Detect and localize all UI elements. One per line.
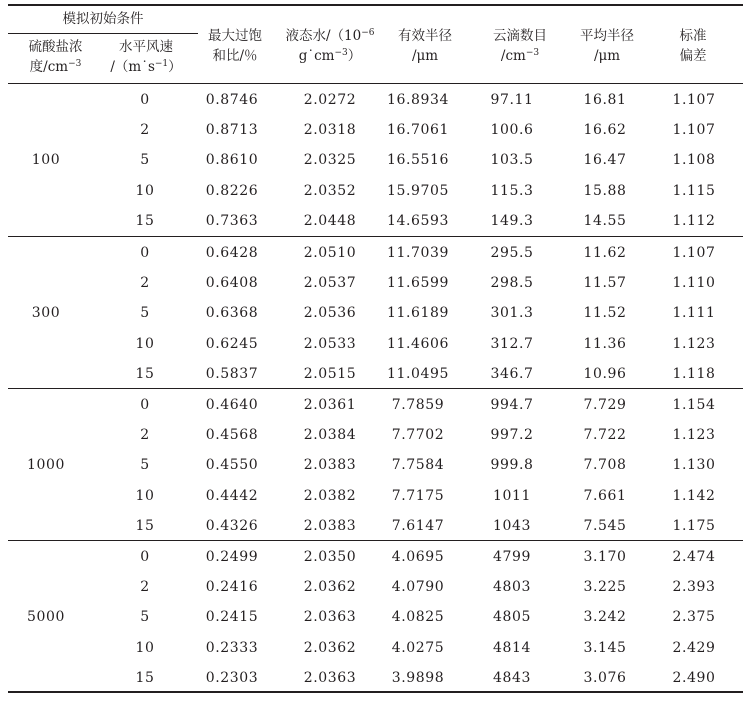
wind-speed-cell: 10	[135, 182, 155, 199]
max-supersaturation-cell: 0.8610	[205, 152, 259, 169]
group-separator-rule	[8, 388, 743, 389]
std-deviation-cell: 2.429	[672, 639, 716, 656]
wind-speed-cell: 10	[135, 487, 155, 504]
droplet-number-cell: 115.3	[490, 182, 534, 199]
mean-radius-cell: 16.47	[583, 152, 627, 169]
droplet-number-cell: 1011	[492, 487, 532, 504]
liquid-water-cell: 2.0383	[303, 457, 357, 474]
droplet-number-cell: 301.3	[490, 305, 534, 322]
effective-radius-cell: 15.9705	[386, 182, 450, 199]
max-supersaturation-cell: 0.5837	[205, 365, 259, 382]
effective-radius-cell: 4.0790	[391, 579, 445, 596]
header-max-supersaturation: 最大过饱 和比/％	[208, 28, 262, 64]
header-effective-radius: 有效半径 /μm	[398, 28, 452, 64]
mean-radius-cell: 14.55	[583, 212, 627, 229]
max-supersaturation-cell: 0.6368	[205, 305, 259, 322]
effective-radius-cell: 4.0275	[391, 639, 445, 656]
max-supersaturation-cell: 0.4442	[205, 487, 259, 504]
droplet-number-cell: 4814	[492, 639, 532, 656]
droplet-number-cell: 999.8	[490, 457, 534, 474]
max-supersaturation-cell: 0.4326	[205, 517, 259, 534]
wind-speed-cell: 0	[140, 397, 150, 413]
std-deviation-cell: 2.375	[672, 609, 716, 626]
header-droplet-number: 云滴数目 $/cm^{-3}$	[493, 28, 547, 64]
droplet-number-cell: 149.3	[490, 212, 534, 229]
droplet-number-cell: 100.6	[490, 122, 534, 139]
std-deviation-cell: 1.107	[672, 122, 716, 139]
header-concentration: 硫酸盐浓 度$/cm^{-3}$	[28, 39, 83, 75]
wind-speed-cell: 5	[140, 457, 150, 474]
droplet-number-cell: 4805	[492, 609, 532, 626]
liquid-water-cell: 2.0361	[303, 397, 357, 413]
mean-radius-cell: 3.170	[583, 549, 627, 565]
mean-radius-cell: 7.545	[583, 517, 627, 534]
droplet-number-cell: 4843	[492, 669, 532, 686]
wind-speed-cell: 5	[140, 305, 150, 322]
effective-radius-cell: 7.7859	[391, 397, 445, 413]
mean-radius-cell: 11.36	[583, 335, 627, 352]
max-supersaturation-cell: 0.6428	[205, 245, 259, 261]
header-bottom-rule	[8, 83, 743, 84]
std-deviation-cell: 1.107	[672, 245, 716, 261]
wind-speed-cell: 10	[135, 335, 155, 352]
max-supersaturation-cell: 0.2333	[205, 639, 259, 656]
effective-radius-cell: 7.7702	[391, 427, 445, 444]
droplet-number-cell: 103.5	[490, 152, 534, 169]
effective-radius-cell: 11.6599	[386, 275, 450, 292]
std-deviation-cell: 1.123	[672, 427, 716, 444]
liquid-water-cell: 2.0363	[303, 669, 357, 686]
liquid-water-cell: 2.0383	[303, 517, 357, 534]
max-supersaturation-cell: 0.4640	[205, 397, 259, 413]
std-deviation-cell: 1.118	[672, 365, 716, 382]
top-rule	[8, 4, 743, 6]
effective-radius-cell: 14.6593	[386, 212, 450, 229]
mean-radius-cell: 16.81	[583, 92, 627, 108]
concentration-cell: 300	[31, 305, 61, 322]
max-supersaturation-cell: 0.8226	[205, 182, 259, 199]
mean-radius-cell: 7.661	[583, 487, 627, 504]
wind-speed-cell: 15	[135, 669, 155, 686]
liquid-water-cell: 2.0362	[303, 579, 357, 596]
droplet-number-cell: 97.11	[490, 92, 534, 108]
mean-radius-cell: 11.52	[583, 305, 627, 322]
mean-radius-cell: 3.145	[583, 639, 627, 656]
std-deviation-cell: 2.393	[672, 579, 716, 596]
header-std-deviation: 标准 偏差	[679, 28, 707, 64]
droplet-number-cell: 312.7	[490, 335, 534, 352]
mean-radius-cell: 3.242	[583, 609, 627, 626]
liquid-water-cell: 2.0363	[303, 609, 357, 626]
droplet-number-cell: 298.5	[490, 275, 534, 292]
header-group-label: 模拟初始条件	[62, 11, 144, 27]
mean-radius-cell: 11.62	[583, 245, 627, 261]
group-separator-rule	[8, 540, 743, 541]
wind-speed-cell: 2	[140, 579, 150, 596]
liquid-water-cell: 2.0536	[303, 305, 357, 322]
header-mean-radius: 平均半径 /μm	[580, 28, 634, 64]
max-supersaturation-cell: 0.7363	[205, 212, 259, 229]
effective-radius-cell: 16.8934	[386, 92, 450, 108]
wind-speed-cell: 2	[140, 122, 150, 139]
wind-speed-cell: 2	[140, 427, 150, 444]
std-deviation-cell: 1.112	[672, 212, 716, 229]
effective-radius-cell: 7.7584	[391, 457, 445, 474]
droplet-number-cell: 4799	[492, 549, 532, 565]
wind-speed-cell: 0	[140, 245, 150, 261]
std-deviation-cell: 1.107	[672, 92, 716, 108]
effective-radius-cell: 16.5516	[386, 152, 450, 169]
mean-radius-cell: 15.88	[583, 182, 627, 199]
effective-radius-cell: 16.7061	[386, 122, 450, 139]
mean-radius-cell: 16.62	[583, 122, 627, 139]
max-supersaturation-cell: 0.4550	[205, 457, 259, 474]
liquid-water-cell: 2.0537	[303, 275, 357, 292]
std-deviation-cell: 2.490	[672, 669, 716, 686]
liquid-water-cell: 2.0382	[303, 487, 357, 504]
liquid-water-cell: 2.0515	[303, 365, 357, 382]
mean-radius-cell: 7.729	[583, 397, 627, 413]
droplet-number-cell: 1043	[492, 517, 532, 534]
mean-radius-cell: 3.076	[583, 669, 627, 686]
wind-speed-cell: 0	[140, 92, 150, 108]
max-supersaturation-cell: 0.4568	[205, 427, 259, 444]
liquid-water-cell: 2.0318	[303, 122, 357, 139]
liquid-water-cell: 2.0448	[303, 212, 357, 229]
effective-radius-cell: 3.9898	[391, 669, 445, 686]
std-deviation-cell: 1.108	[672, 152, 716, 169]
droplet-number-cell: 4803	[492, 579, 532, 596]
std-deviation-cell: 1.130	[672, 457, 716, 474]
group-separator-rule	[8, 236, 743, 237]
effective-radius-cell: 4.0695	[391, 549, 445, 565]
bottom-rule	[8, 691, 743, 693]
mean-radius-cell: 7.708	[583, 457, 627, 474]
wind-speed-cell: 5	[140, 152, 150, 169]
liquid-water-cell: 2.0352	[303, 182, 357, 199]
group-header-rule	[8, 33, 198, 34]
droplet-number-cell: 994.7	[490, 397, 534, 413]
droplet-number-cell: 295.5	[490, 245, 534, 261]
max-supersaturation-cell: 0.2499	[205, 549, 259, 565]
effective-radius-cell: 11.4606	[386, 335, 450, 352]
effective-radius-cell: 4.0825	[391, 609, 445, 626]
effective-radius-cell: 11.0495	[386, 365, 450, 382]
liquid-water-cell: 2.0350	[303, 549, 357, 565]
std-deviation-cell: 1.142	[672, 487, 716, 504]
concentration-cell: 5000	[26, 609, 66, 626]
header-wind-speed: 水平风速 $/(m˙s^{-1})$	[110, 39, 182, 75]
wind-speed-cell: 15	[135, 365, 155, 382]
header-liquid-water: 液态水$/(10^{-6}$ $g˙cm^{-3}$）	[285, 28, 375, 64]
max-supersaturation-cell: 0.6408	[205, 275, 259, 292]
liquid-water-cell: 2.0325	[303, 152, 357, 169]
liquid-water-cell: 2.0384	[303, 427, 357, 444]
max-supersaturation-cell: 0.8746	[205, 92, 259, 108]
std-deviation-cell: 1.111	[672, 305, 716, 322]
effective-radius-cell: 11.7039	[386, 245, 450, 261]
effective-radius-cell: 7.6147	[391, 517, 445, 534]
max-supersaturation-cell: 0.2303	[205, 669, 259, 686]
std-deviation-cell: 2.474	[672, 549, 716, 565]
droplet-number-cell: 346.7	[490, 365, 534, 382]
std-deviation-cell: 1.110	[672, 275, 716, 292]
wind-speed-cell: 5	[140, 609, 150, 626]
droplet-number-cell: 997.2	[490, 427, 534, 444]
concentration-cell: 1000	[26, 457, 66, 474]
mean-radius-cell: 10.96	[583, 365, 627, 382]
mean-radius-cell: 7.722	[583, 427, 627, 444]
mean-radius-cell: 11.57	[583, 275, 627, 292]
wind-speed-cell: 2	[140, 275, 150, 292]
std-deviation-cell: 1.154	[672, 397, 716, 413]
wind-speed-cell: 15	[135, 517, 155, 534]
std-deviation-cell: 1.115	[672, 182, 716, 199]
effective-radius-cell: 11.6189	[386, 305, 450, 322]
std-deviation-cell: 1.123	[672, 335, 716, 352]
effective-radius-cell: 7.7175	[391, 487, 445, 504]
max-supersaturation-cell: 0.2416	[205, 579, 259, 596]
liquid-water-cell: 2.0272	[303, 92, 357, 108]
wind-speed-cell: 10	[135, 639, 155, 656]
concentration-cell: 100	[31, 152, 61, 169]
liquid-water-cell: 2.0533	[303, 335, 357, 352]
std-deviation-cell: 1.175	[672, 517, 716, 534]
wind-speed-cell: 0	[140, 549, 150, 565]
max-supersaturation-cell: 0.6245	[205, 335, 259, 352]
liquid-water-cell: 2.0510	[303, 245, 357, 261]
mean-radius-cell: 3.225	[583, 579, 627, 596]
liquid-water-cell: 2.0362	[303, 639, 357, 656]
max-supersaturation-cell: 0.2415	[205, 609, 259, 626]
wind-speed-cell: 15	[135, 212, 155, 229]
max-supersaturation-cell: 0.8713	[205, 122, 259, 139]
